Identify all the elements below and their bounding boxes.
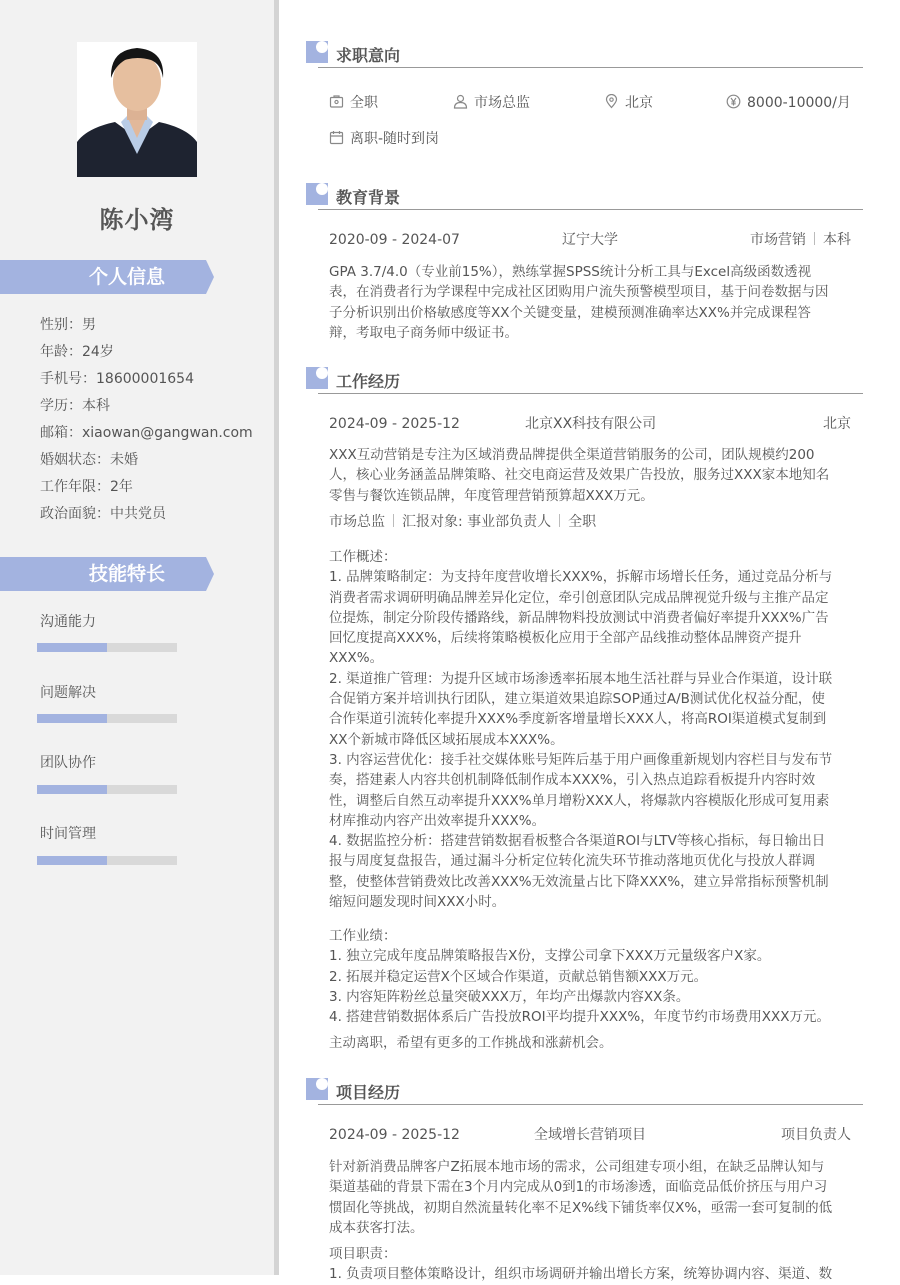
info-age: 年龄：24岁: [40, 344, 114, 360]
info-education: 学历：本科: [40, 398, 110, 414]
project-duties: [329, 1244, 853, 1285]
profile-photo: [77, 42, 197, 177]
work-overview: [329, 547, 853, 912]
text-line: 材库推动内容产出效率提升XXX%。: [329, 812, 546, 829]
work-date: 2024-09 - 2025-12: [329, 416, 460, 432]
intent-item: [604, 93, 653, 113]
info-gender: 性别：男: [40, 317, 96, 333]
text-line: 回忆度提高XXX%，后续将策略模板化应用于全部产品线推动整体品牌资产提升: [329, 630, 802, 647]
skill-bar: [37, 714, 177, 723]
education-school: 辽宁大学: [562, 232, 618, 248]
calendar-icon: [329, 130, 344, 145]
text-line: 人，核心业务涵盖品牌策略、社交电商运营及效果广告投放，服务过XXX家本地知名: [329, 467, 830, 484]
text-line: 表，在消费者行为学课程中完成社区团购用户流失预警模型项目，基于问卷数据与因: [329, 284, 829, 301]
skill-name: 沟通能力: [40, 614, 96, 630]
info-political: 政治面貌：中共党员: [40, 506, 166, 522]
text-line: 工作业绩：: [329, 928, 397, 944]
skill-name: 时间管理: [40, 826, 96, 842]
text-line: 2. 拓展并稳定运营X个区域合作渠道，贡献总销售额XXX万元。: [329, 968, 708, 985]
text-line: 工作概述：: [329, 549, 397, 565]
profile-name: 陈小湾: [99, 206, 175, 234]
section-rule: [318, 393, 863, 394]
text-line: 奏，搭建素人内容共创机制降低制作成本XXX%，引入热点追踪看板提升内容时效: [329, 772, 816, 789]
personal-info-banner: [0, 260, 214, 294]
work-type: 全职: [568, 514, 597, 530]
separator: [559, 514, 560, 527]
text-line: 1. 品牌策略制定：为支持年度营收增长XXX%，拆解市场增长任务，通过竞品分析与: [329, 569, 833, 586]
text-line: 整，使整体营销费效比改善XXX%无效流量占比下降XXX%，建立异常指标预警机制: [329, 873, 829, 890]
skill-bar-fill: [37, 714, 107, 723]
text-line: 4. 搭建营销数据体系后广告投放ROI平均提升XXX%，年度节约市场费用XXX万元。: [329, 1009, 830, 1026]
intent-job-type: 全职: [350, 95, 378, 111]
text-line: 3. 内容运营优化：接手社交媒体账号矩阵后基于用户画像重新规划内容栏目与发布节: [329, 751, 833, 768]
work-row: [329, 414, 851, 434]
intent-item: [453, 93, 530, 113]
text-line: 针对新消费品牌客户Z拓展本地市场的需求，公司组建专项小组，在缺乏品牌认知与: [329, 1159, 825, 1175]
work-company: 北京XX科技有限公司: [525, 416, 657, 432]
info-email: 邮箱：xiaowan@gangwan.com: [40, 425, 253, 441]
sidebar: [0, 0, 274, 1275]
text-line: 2. 渠道推广管理：为提升区域市场渗透率拓展本地生活社群与异业合作渠道，设计联: [329, 670, 833, 687]
section-rule: [318, 209, 863, 210]
text-line: XXX%。: [329, 650, 384, 667]
skills-banner: [0, 557, 214, 591]
text-line: 成本获客打法。: [329, 1219, 424, 1236]
skill-bar: [37, 643, 177, 652]
text-line: 辩，考取电子商务师中级证书。: [329, 324, 518, 341]
section-header-intent: [306, 41, 863, 69]
education-major: 市场营销: [750, 232, 806, 248]
work-leave-reason: 主动离职，希望有更多的工作挑战和涨薪机会。: [329, 1035, 613, 1051]
text-line: XXX互动营销是专注为区域消费品牌提供全渠道营销服务的公司，团队规模约200: [329, 447, 815, 463]
skill-name: 团队协作: [40, 755, 96, 771]
education-date: 2020-09 - 2024-07: [329, 232, 460, 248]
personal-info-title: 个人信息: [88, 266, 165, 288]
section-header-education: [306, 183, 863, 211]
skill-bar-fill: [37, 856, 107, 865]
section-title: 求职意向: [336, 46, 401, 65]
text-line: 消费者需求调研明确品牌差异化定位，牵引创意团队完成品牌视觉升级与主推产品定: [329, 589, 829, 606]
separator: [393, 514, 394, 527]
text-line: 渠道基础的背景下需在3个月内完成从0到1的市场渗透，面临竞品低价挤压与用户习: [329, 1179, 828, 1196]
education-row: [329, 230, 851, 250]
work-report: 汇报对象: 事业部负责人: [402, 514, 552, 530]
skill-name: 问题解决: [40, 685, 96, 701]
skill-bar: [37, 785, 177, 794]
separator: [814, 232, 815, 245]
project-row: [329, 1125, 851, 1145]
project-desc: [329, 1157, 853, 1238]
project-date: 2024-09 - 2025-12: [329, 1127, 460, 1143]
section-rule: [318, 67, 863, 68]
section-title: 教育背景: [336, 188, 401, 207]
section-square-icon: [306, 367, 328, 389]
skill-bar-fill: [37, 643, 107, 652]
info-experience: 工作年限：2年: [40, 479, 133, 495]
text-line: 缩短问题发现时间XXX小时。: [329, 894, 506, 911]
intent-position: 市场总监: [474, 95, 530, 111]
briefcase-icon: [329, 94, 344, 109]
intent-item: [329, 93, 378, 113]
skill-bar: [37, 856, 177, 865]
project-role: 项目负责人: [781, 1127, 851, 1143]
intent-row-1: [329, 93, 851, 113]
education-degree: 本科: [823, 232, 851, 248]
text-line: 零售与餐饮连锁品牌，年度管理营销预算超XXX万元。: [329, 487, 654, 504]
section-header-project: [306, 1078, 863, 1106]
education-desc: [329, 262, 853, 343]
text-line: 项目职责：: [329, 1246, 397, 1262]
work-achievements: [329, 926, 853, 1027]
text-line: 1. 独立完成年度品牌策略报告X份，支撑公司拿下XXX万元量级客户X家。: [329, 948, 771, 965]
sidebar-divider: [274, 0, 279, 1275]
section-title: 项目经历: [336, 1083, 401, 1102]
work-intro: [329, 445, 853, 506]
section-square-icon: [306, 1078, 328, 1100]
skill-bar-fill: [37, 785, 107, 794]
section-header-work: [306, 367, 863, 395]
text-line: 合促销方案并培训执行团队，建立渠道效果追踪SOP通过A/B测试优化权益分配，使: [329, 691, 825, 708]
text-line: 惯固化等挑战，初期自然流量转化率不足X%线下铺货率仅X%，亟需一套可复制的低: [329, 1199, 833, 1216]
text-line: 位提炼，制定分阶段传播路线，新品牌物料投放测试中消费者偏好率提升XXX%广告: [329, 609, 829, 626]
section-square-icon: [306, 41, 328, 63]
personal-info-list: [40, 312, 253, 528]
text-line: 子分析识别出价格敏感度等XX个关键变量，建模预测准确率达XX%并完成课程答: [329, 304, 811, 321]
yen-icon: [726, 94, 741, 109]
intent-item: [329, 129, 439, 149]
intent-availability: 离职-随时到岗: [350, 131, 440, 147]
intent-city: 北京: [625, 95, 653, 111]
work-role-row: [329, 512, 851, 532]
work-role: 市场总监: [329, 514, 385, 530]
text-line: GPA 3.7/4.0（专业前15%），熟练掌握SPSS统计分析工具与Excel高级函数透视: [329, 264, 812, 280]
text-line: 1. 负责项目整体策略设计，组织市场调研并输出增长方案，统筹协调内容、渠道、数: [329, 1266, 833, 1283]
section-title: 工作经历: [336, 372, 401, 391]
skills-title: 技能特长: [88, 563, 165, 585]
project-name: 全域增长营销项目: [534, 1127, 646, 1143]
intent-row-2: [329, 129, 851, 149]
work-city: 北京: [823, 416, 851, 432]
intent-salary: 8000-10000/月: [747, 95, 851, 111]
text-line: XX个新城市降低区域拓展成本XXX%。: [329, 731, 564, 748]
education-major-degree: [750, 230, 851, 250]
info-marital: 婚姻状态：未婚: [40, 452, 138, 468]
text-line: 报与周度复盘报告，通过漏斗分析定位转化流失环节推动落地页优化与投放人群调: [329, 853, 815, 870]
section-square-icon: [306, 183, 328, 205]
section-rule: [318, 1104, 863, 1105]
person-icon: [453, 94, 468, 109]
text-line: 合作渠道引流转化率提升XXX%季度新客增量增长XXX人，将高ROI渠道模式复制到: [329, 711, 827, 728]
text-line: 3. 内容矩阵粉丝总量突破XXX万，年均产出爆款内容XX条。: [329, 988, 690, 1005]
text-line: 性，调整后自然互动率提升XXX%单月增粉XXX人，将爆款内容模版化形成可复用素: [329, 792, 830, 809]
location-icon: [604, 94, 619, 109]
text-line: 4. 数据监控分析：搭建营销数据看板整合各渠道ROI与LTV等核心指标，每日输出日: [329, 833, 826, 850]
info-phone: 手机号：18600001654: [40, 371, 194, 387]
intent-item: [726, 93, 851, 113]
